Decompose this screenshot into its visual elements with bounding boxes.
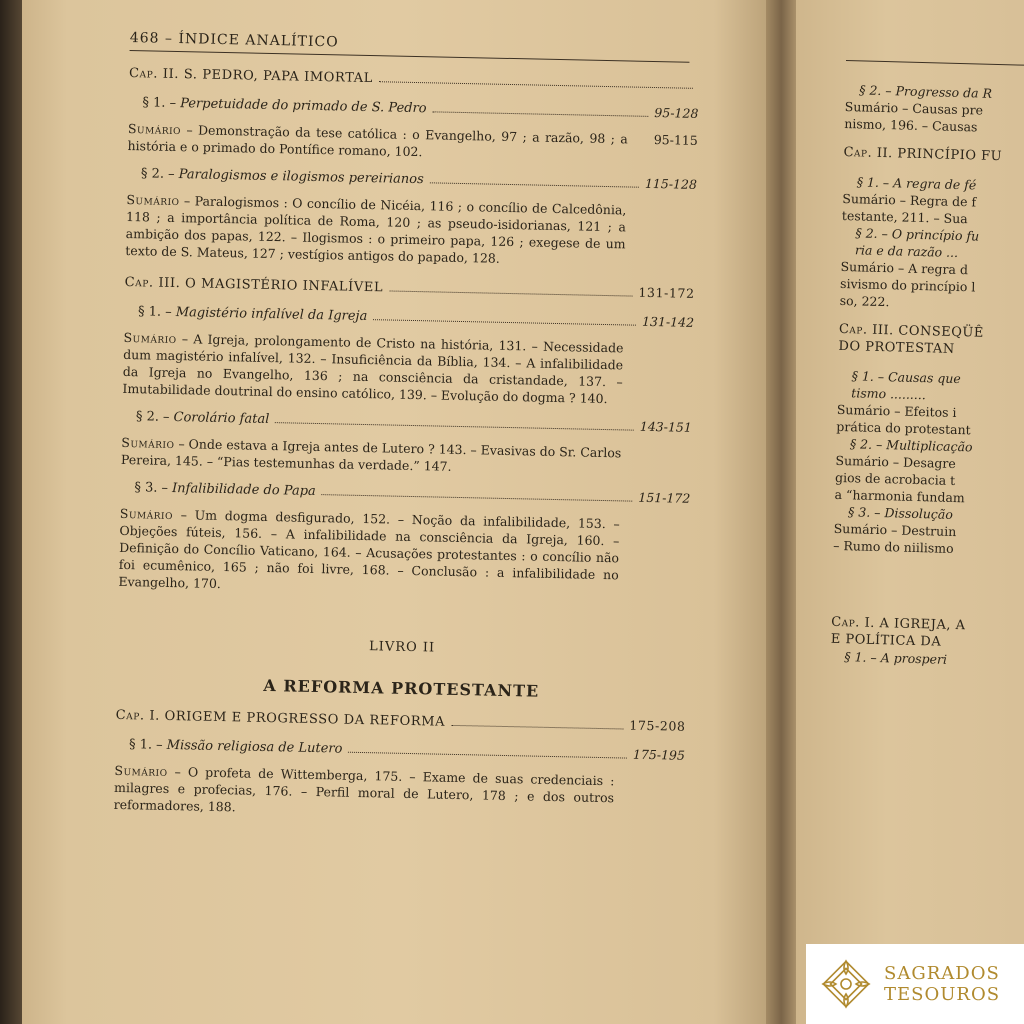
right-page-line: nismo, 196. – Causas [844,115,978,135]
chapter-entry [129,65,699,95]
right-page-line: tismo ......... [851,385,927,403]
dot-leader [432,111,648,117]
dot-leader [275,422,634,431]
section-number: § 1. [142,95,166,111]
entry-title: – Infalibilidade do Papa [161,480,316,499]
summary-paragraph [127,120,698,166]
livro-heading: LIVRO II [368,639,436,656]
right-page-line: § 1. – Causas que [851,368,962,387]
right-page-line: Cap. III. CONSEQÜÊ [838,321,985,341]
summary-label: Sumário [123,329,177,347]
section-entry [124,302,694,333]
summary-paragraph [122,329,693,409]
right-page-line: § 1. – A prosperi [844,649,948,667]
section-entry [128,93,698,124]
summary-text: – Demonstração da tese católica : o Evangelho, 97 ; a razão, 98 ; a história e o primado do Pontífice romano, 102. [127,122,629,160]
entry-title: – Corolário fatal [162,409,270,428]
entry-label [134,479,316,501]
entry-title: – Magistério infalível da Igreja [164,304,368,325]
entry-title: Cap. I. ORIGEM E PROGRESSO DA REFORMA [115,707,446,730]
entry-title: Cap. III. O MAGISTÉRIO INFALÍVEL [124,274,384,296]
right-page-line: Sumário – Causas pre [844,98,984,118]
dot-leader [373,319,636,326]
summary-label: Sumário [114,762,168,779]
summary-label: Sumário [127,120,182,138]
page-range: 151-172 [638,489,691,506]
section-number: § 3. [134,480,158,496]
chapter-entry [125,273,695,304]
entry-label [115,707,445,732]
summary-text: – Um dogma desfigurado, 152. – Noção da infalibilidade, 153. – Objeções fúteis, 156. – A infalibilidade na consciência da Igreja, 160. – Definição do Concílio Vaticano, 164. – Acusações protestantes : o concílio não foi ecumênico, 165 ; não foi livre, 168. – Conclusão : a infalibilidade no Evangelho, 170. [118,507,620,592]
ornament-logo-icon [820,958,872,1010]
summary-paragraph [121,434,692,480]
section-number: § 1. [137,304,162,320]
summary-pages: 95-115 [653,131,698,148]
right-page-line: § 1. – A regra de fé [856,174,977,193]
entry-title: – Paralogismos e ilogismos pereirianos [167,166,424,188]
section-entry [127,164,697,195]
index-entries-group-2 [114,706,686,825]
summary-text: – A Igreja, prolongamento de Cristo na história, 131. – Necessidade dum magistério infalível, 132. – Insuficiência da Bíblia, 134. – A infalibilidade da Igreja no Evangelho, 136 ; na consciência da cristandade, 137. – Imutabilidade doutrinal do ensino católico, 139. – Evolução do dogma ? 140. [122,331,624,407]
page-range: 131-172 [638,284,695,301]
entry-label [136,408,270,429]
entry-label [141,165,424,189]
summary-paragraph [118,505,690,602]
dot-leader [389,290,632,296]
entry-label [129,65,373,88]
right-page-line: DO PROTESTAN [838,338,955,357]
dot-leader [322,494,633,502]
entry-label [142,94,426,118]
right-running-rule [846,60,1024,67]
right-page-line: Sumário – Regra de f [842,190,977,210]
right-page-line: Sumário – Desagre [835,452,956,472]
entry-title: – Perpetuidade do primado de S. Pedro [169,95,427,117]
right-page-line: § 2. – Progresso da R [859,82,993,101]
watermark-logo [806,944,1024,1024]
summary-text: – O profeta de Wittemberga, 175. – Exame de suas credenciais : milagres e profecias, 176. – Perfil moral de Lutero, 178 ; e dos outros reformadores, 188. [113,764,615,815]
page-range: 115-128 [644,175,698,192]
right-page [796,0,1024,1024]
right-page-line: Sumário – Efeitos i [836,401,957,421]
logo-wordmark [884,963,1000,1005]
right-page-line: testante, 211. – Sua [841,207,968,227]
dot-leader [430,182,639,187]
right-page-line: so, 222. [839,292,890,310]
logo-line-2: TESOUROS [884,984,1001,1005]
summary-text: – Onde estava a Igreja antes de Lutero ? 143. – Evasivas do Sr. Carlos Pereira, 145. – “Pias testemunhas da verdade.” 147. [120,436,622,474]
entry-label [129,736,343,758]
right-page-line: – Rumo do niilismo [833,537,954,556]
right-page-line: gios de acrobacia t [834,469,956,488]
section-number: § 1. [128,737,153,753]
page-range: 95-128 [654,105,699,121]
entry-title: Cap. II. S. PEDRO, PAPA IMORTAL [128,65,374,87]
right-page-line: a “harmonia fundam [834,486,965,506]
entry-label [125,274,384,297]
index-entries-group-1 [118,65,699,602]
section-number: § 2. [135,409,160,425]
page-range: 175-195 [632,746,686,763]
dot-leader [348,752,627,759]
right-page-line: Cap. I. A IGREJA, A [831,614,966,634]
right-page-line: § 2. – O princípio fu [855,225,980,244]
left-page-text [114,30,700,825]
section-number: § 2. [140,166,165,182]
right-page-line: prática do protestant [836,418,971,438]
section-entry [122,407,692,438]
entry-label [138,303,368,326]
right-page-line: sivismo do princípio l [839,275,976,295]
page-range: 175-208 [629,717,686,734]
summary-text: – Paralogismos : O concílio de Nicéia, 116 ; o concílio de Calcedônia, 118 ; a importância política de Roma, 120 ; as pseudo-isidorianas, 121 ; a ambição dos papas, 122. – Ilogismos : o primeiro papa, 126 ; exegese de um texto de S. Mateus, 127 ; vestígios antigos do papado, 128. [125,193,627,266]
summary-label: Sumário [121,434,175,452]
right-page-line: § 3. – Dissolução [847,504,954,522]
right-page-text [830,60,1024,671]
right-page-line: § 2. – Multiplicação [849,436,973,455]
book-gutter [766,0,800,1024]
part-title: A REFORMA PROTESTANTE [263,675,540,701]
dot-leader [451,725,623,730]
right-page-line: E POLÍTICA DA [830,631,942,650]
section-entry [115,735,685,766]
right-page-line: ria e da razão ... [854,242,959,260]
page-range: 131-142 [641,313,695,330]
right-page-line: Sumário – Destruin [833,520,957,540]
dot-leader [379,81,693,89]
logo-line-1: SAGRADOS [884,963,1000,984]
summary-paragraph [125,191,696,271]
entry-title: – Missão religiosa de Lutero [155,737,343,757]
right-page-line: Sumário – A regra d [840,258,969,278]
section-entry [120,478,690,509]
chapter-entry [115,706,685,737]
right-page-line: Cap. II. PRINCÍPIO FU [843,144,1003,165]
summary-label: Sumário [119,505,174,523]
running-head: 468 – ÍNDICE ANALÍTICO [130,30,690,63]
summary-label: Sumário [126,191,180,209]
page-range: 143-151 [639,418,692,435]
